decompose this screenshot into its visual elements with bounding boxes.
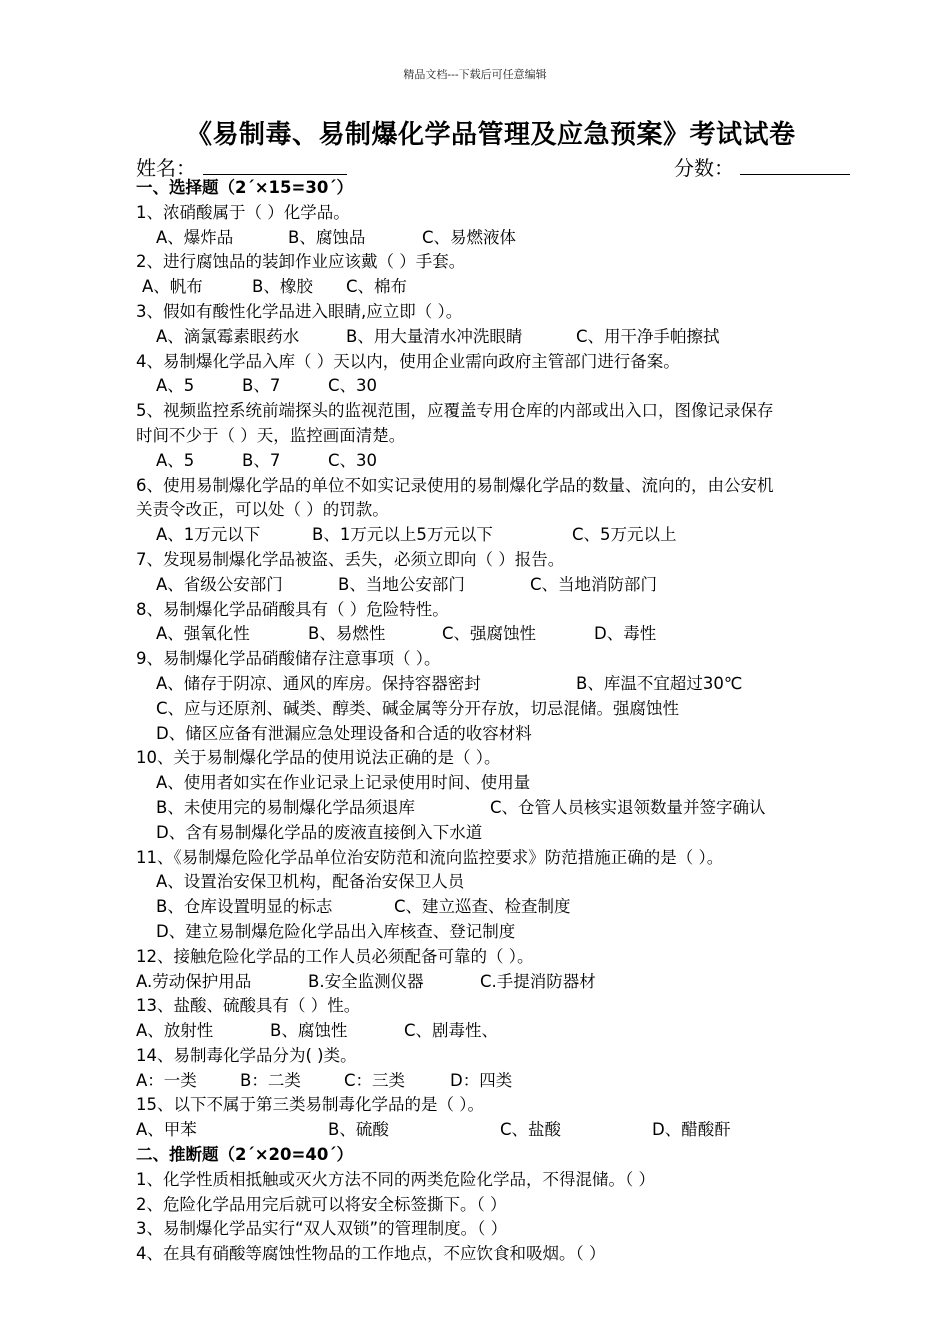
option: D、毒性 bbox=[594, 624, 657, 644]
question: 15、以下不属于第三类易制毒化学品的是（ ）。 bbox=[136, 1095, 484, 1115]
judgment-question: 1、化学性质相抵触或灭火方法不同的两类危险化学品，不得混储。（ ） bbox=[136, 1169, 655, 1189]
options-row bbox=[136, 275, 896, 300]
option: A、爆炸品 bbox=[156, 227, 234, 247]
option: C、5万元以上 bbox=[572, 525, 677, 545]
options-row bbox=[136, 1118, 896, 1143]
option: A、帆布 bbox=[142, 277, 203, 297]
option: C、30 bbox=[328, 450, 378, 470]
question: 7、发现易制爆化学品被盗、丢失，必须立即向（ ）报告。 bbox=[136, 549, 565, 569]
option: B、1万元以上5万元以下 bbox=[312, 525, 493, 545]
options-row bbox=[136, 573, 896, 598]
option: A、省级公安部门 bbox=[156, 574, 283, 594]
option: C、建立巡查、检查制度 bbox=[394, 897, 571, 917]
name-label: 姓名： bbox=[136, 156, 196, 180]
option: D、醋酸酐 bbox=[652, 1120, 731, 1140]
option: C、强腐蚀性 bbox=[442, 624, 537, 644]
option: D、含有易制爆化学品的废液直接倒入下水道 bbox=[156, 822, 483, 842]
option: D：四类 bbox=[450, 1070, 513, 1090]
option: C、应与还原剂、碱类、醇类、碱金属等分开存放，切忌混储。强腐蚀性 bbox=[156, 698, 680, 718]
option: C、仓管人员核实退领数量并签字确认 bbox=[490, 797, 766, 817]
option: A、滴氯霉素眼药水 bbox=[156, 326, 300, 346]
question: 8、易制爆化学品硝酸具有（ ）危险特性。 bbox=[136, 599, 449, 619]
question: 3、假如有酸性化学品进入眼睛,应立即（ ）。 bbox=[136, 301, 463, 321]
option: B、易燃性 bbox=[308, 624, 386, 644]
question: 12、接触危险化学品的工作人员必须配备可靠的（ ）。 bbox=[136, 946, 534, 966]
option: C、当地消防部门 bbox=[530, 574, 658, 594]
judgment-question: 2、危险化学品用完后就可以将安全标签撕下。（ ） bbox=[136, 1194, 507, 1214]
options-row bbox=[136, 1019, 896, 1044]
exam-title: 《易制毒、易制爆化学品管理及应急预案》考试试卷 bbox=[186, 120, 796, 150]
section-heading: 一、选择题（2´×15=30´） bbox=[136, 178, 354, 197]
options-row bbox=[136, 895, 896, 920]
option: A、甲苯 bbox=[136, 1120, 197, 1140]
option: B、腐蚀品 bbox=[288, 227, 366, 247]
option: C、30 bbox=[328, 376, 378, 396]
question: 5、视频监控系统前端探头的监视范围，应覆盖专用仓库的内部或出入口，图像记录保存 bbox=[136, 401, 774, 421]
question: 10、关于易制爆化学品的使用说法正确的是（ ）。 bbox=[136, 748, 501, 768]
question: 1、浓硝酸属于（ ）化学品。 bbox=[136, 202, 350, 222]
judgment-question: 3、易制爆化学品实行“双人双锁”的管理制度。（ ） bbox=[136, 1219, 508, 1239]
score-label: 分数： bbox=[674, 156, 734, 180]
options-row bbox=[136, 622, 896, 647]
question: 14、易制毒化学品分为( )类。 bbox=[136, 1045, 357, 1065]
option: A.劳动保护用品 bbox=[136, 971, 252, 991]
option: D、储区应备有泄漏应急处理设备和合适的收容材料 bbox=[156, 723, 532, 743]
name-score-row bbox=[136, 152, 856, 178]
option: C、棉布 bbox=[346, 277, 408, 297]
option: C、剧毒性、 bbox=[404, 1021, 499, 1041]
option: C、易燃液体 bbox=[422, 227, 517, 247]
judgment-question: 4、在具有硝酸等腐蚀性物品的工作地点，不应饮食和吸烟。（ ） bbox=[136, 1244, 606, 1264]
options-row bbox=[136, 325, 896, 350]
question: 11、《易制爆危险化学品单位治安防范和流向监控要求》防范措施正确的是（ ）。 bbox=[136, 847, 724, 867]
option: A、5 bbox=[156, 376, 195, 396]
option: B、当地公安部门 bbox=[338, 574, 465, 594]
option: C：三类 bbox=[344, 1070, 406, 1090]
option: A：一类 bbox=[136, 1070, 197, 1090]
options-row bbox=[136, 796, 896, 821]
option: C、用干净手帕擦拭 bbox=[576, 326, 720, 346]
exam-content bbox=[136, 176, 896, 1267]
option: B、仓库设置明显的标志 bbox=[156, 897, 333, 917]
option: B、腐蚀性 bbox=[270, 1021, 348, 1041]
options-row bbox=[136, 970, 896, 995]
question: 4、易制爆化学品入库（ ）天以内，使用企业需向政府主管部门进行备案。 bbox=[136, 351, 680, 371]
question-continued: 时间不少于（ ）天，监控画面清楚。 bbox=[136, 425, 406, 445]
section-heading: 二、推断题（2´×20=40´） bbox=[136, 1145, 354, 1165]
option: D、建立易制爆危险化学品出入库核查、登记制度 bbox=[156, 921, 516, 941]
option: A、1万元以下 bbox=[156, 525, 261, 545]
option: B、橡胶 bbox=[252, 277, 313, 297]
option: A、强氧化性 bbox=[156, 624, 250, 644]
question: 9、易制爆化学品硝酸储存注意事项（ ）。 bbox=[136, 649, 441, 669]
option: B：二类 bbox=[240, 1070, 301, 1090]
options-row bbox=[136, 226, 896, 251]
header-note: 精品文档---下载后可任意编辑 bbox=[403, 68, 547, 81]
option: C、盐酸 bbox=[500, 1120, 562, 1140]
option: A、储存于阴凉、通风的库房。保持容器密封 bbox=[156, 673, 481, 693]
option: C.手提消防器材 bbox=[480, 971, 596, 991]
option: B、硫酸 bbox=[328, 1120, 389, 1140]
option: B、7 bbox=[242, 376, 281, 396]
option: B、未使用完的易制爆化学品须退库 bbox=[156, 797, 415, 817]
question: 13、盐酸、硫酸具有（ ）性。 bbox=[136, 996, 361, 1016]
options-row bbox=[136, 523, 896, 548]
name-blank[interactable] bbox=[203, 174, 347, 175]
option: B、库温不宜超过30℃ bbox=[576, 673, 743, 693]
options-row bbox=[136, 374, 896, 399]
question: 6、使用易制爆化学品的单位不如实记录使用的易制爆化学品的数量、流向的，由公安机 bbox=[136, 475, 774, 495]
question-continued: 关责令改正，可以处（ ）的罚款。 bbox=[136, 500, 389, 520]
options-row bbox=[136, 1069, 896, 1094]
score-blank[interactable] bbox=[740, 174, 850, 175]
option: A、使用者如实在作业记录上记录使用时间、使用量 bbox=[156, 773, 531, 793]
option: A、放射性 bbox=[136, 1021, 214, 1041]
options-row bbox=[136, 672, 896, 697]
option: B.安全监测仪器 bbox=[308, 971, 424, 991]
option: A、5 bbox=[156, 450, 195, 470]
options-row bbox=[136, 449, 896, 474]
option: B、7 bbox=[242, 450, 281, 470]
option: A、设置治安保卫机构，配备治安保卫人员 bbox=[156, 872, 465, 892]
option: B、用大量清水冲洗眼睛 bbox=[346, 326, 523, 346]
question: 2、进行腐蚀品的装卸作业应该戴（ ）手套。 bbox=[136, 252, 466, 272]
